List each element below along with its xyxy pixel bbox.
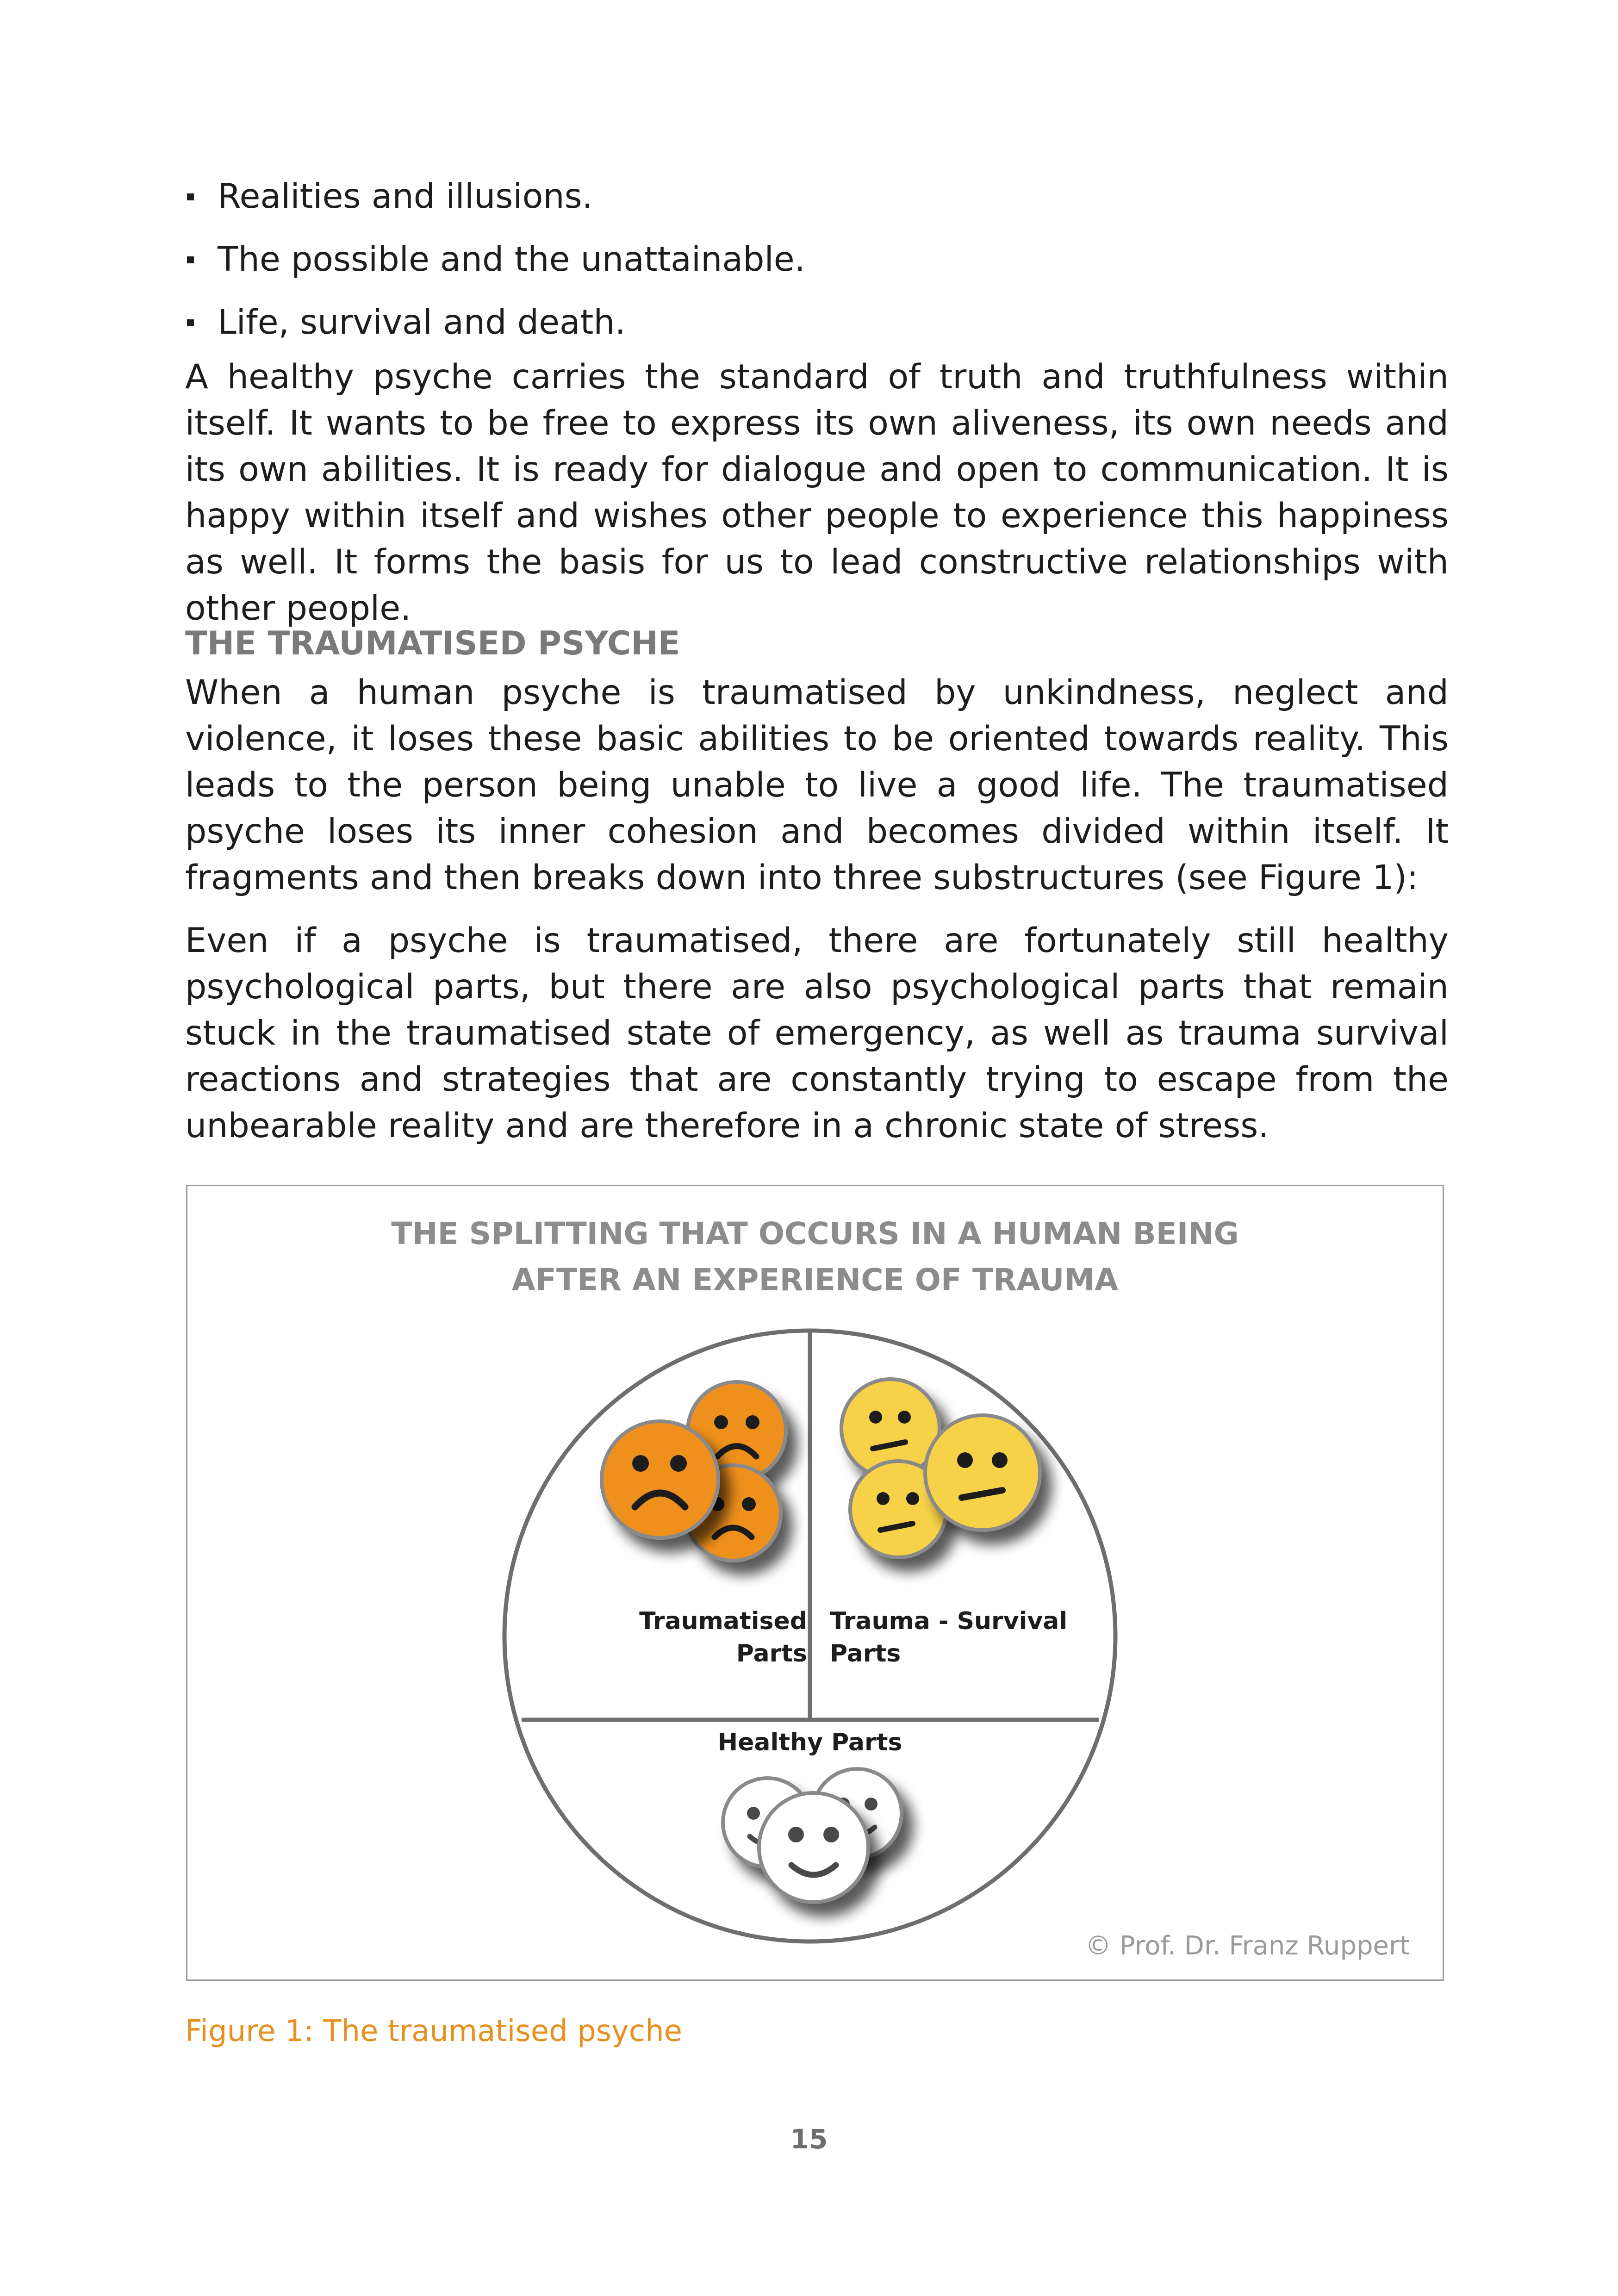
page-number: 15 — [790, 2123, 828, 2155]
label-line: Parts — [736, 1640, 807, 1668]
bullet-list — [185, 174, 1449, 346]
copyright-notice: © Prof. Dr. Franz Ruppert — [1085, 1931, 1410, 1961]
neutral-face-icon — [925, 1415, 1040, 1530]
label-line: Trauma - Survival — [830, 1607, 1068, 1635]
paragraph-traumatised-1: When a human psyche is traumatised by unkindness, neglect and violence, it loses these basic abilities to be oriented towards reality. This leads to the person being unable to live a good life. The traumatised psyche loses its inner cohesion and becomes divided within itself. It fragments and then breaks down into three substructures (see Figure 1): — [185, 673, 1449, 897]
bullet-item: The possible and the unattainable. — [185, 236, 1449, 283]
happy-face-icon — [759, 1793, 868, 1902]
label-healthy-parts: Healthy Parts — [717, 1729, 902, 1756]
figure-title-line: THE SPLITTING THAT OCCURS IN A HUMAN BEING — [391, 1216, 1239, 1251]
figure-caption: Figure 1: The traumatised psyche — [185, 2014, 683, 2048]
paragraph-traumatised-2: Even if a psyche is traumatised, there are fortunately still healthy psychological parts, but there are also psychological parts that remain stuck in the traumatised state of emergency, as well as trauma survival reactions and strategies that are constantly trying to escape from the unbearable reality and are therefore in a chronic state of stress. — [185, 921, 1449, 1145]
bullet-item: Life, survival and death. — [185, 299, 1449, 346]
label-line: Parts — [830, 1640, 901, 1668]
figure-title — [186, 1211, 1444, 1303]
paragraph-healthy-psyche: A healthy psyche carries the standard of truth and truthfulness within itself. It wants to be free to express its own aliveness, its own needs and its own abilities. It is ready for dialogue and open to communication. It is happy within itself and wishes other people to experience this happiness as well. It forms the basis for us to lead constructive relationships with other people. — [185, 357, 1449, 628]
section-heading: THE TRAUMATISED PSYCHE — [185, 624, 680, 662]
sad-face-icon — [602, 1421, 718, 1538]
label-traumatised-parts — [639, 1605, 807, 1670]
figure-title-line: AFTER AN EXPERIENCE OF TRAUMA — [511, 1262, 1119, 1298]
label-survival-parts — [830, 1605, 1067, 1670]
bullet-item: Realities and illusions. — [185, 174, 1449, 220]
label-line: Traumatised — [639, 1607, 807, 1635]
